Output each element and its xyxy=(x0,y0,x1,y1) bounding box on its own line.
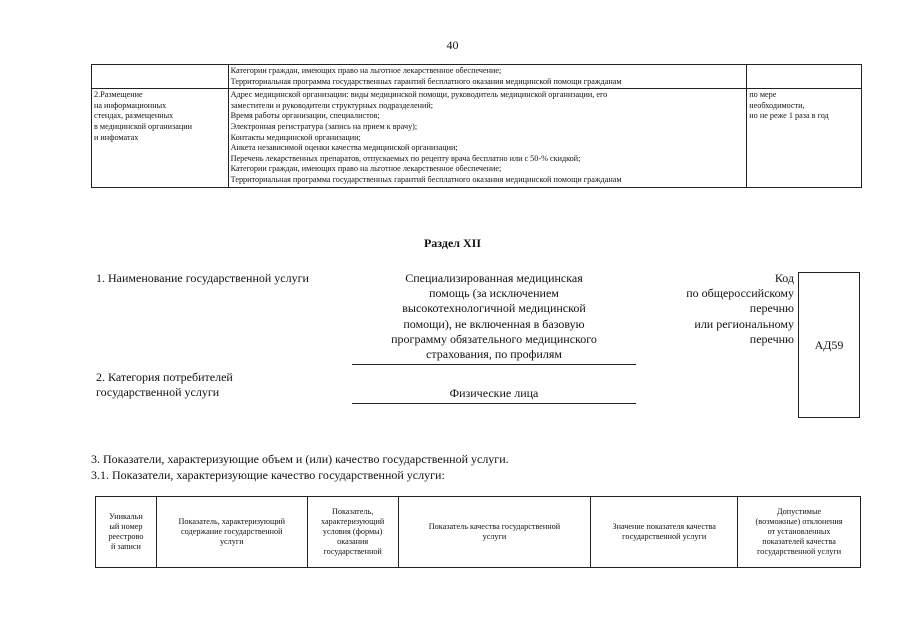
consumer-label-line: 2. Категория потребителей xyxy=(96,370,233,384)
consumer-category-label xyxy=(96,370,296,400)
header-line: Показатель, характеризующий xyxy=(178,517,286,526)
header-line: й записи xyxy=(110,542,141,551)
header-line: Показатель качества государственной xyxy=(428,522,561,531)
column-header-service-content xyxy=(156,497,307,568)
cell-line: Электронная регистратура (запись на прием к врачу); xyxy=(230,121,418,131)
header-line: государственной услуги xyxy=(622,532,707,541)
cell-line: Контакты медицинской организации; xyxy=(230,132,361,142)
column-header-service-conditions xyxy=(307,497,398,568)
header-line: характеризующий xyxy=(321,517,385,526)
code-label xyxy=(640,271,794,347)
table-cell xyxy=(228,65,747,89)
header-line: ый номер xyxy=(109,522,143,531)
code-box xyxy=(798,272,860,418)
code-label-line: или региональному xyxy=(694,316,794,331)
cell-line: Категории граждан, имеющих право на льготное лекарственное обеспечение; xyxy=(230,164,502,174)
header-line: от установленных xyxy=(767,527,831,536)
code-label-line: Код xyxy=(774,271,794,285)
cell-line: Территориальная программа государственных гарантий бесплатного оказания медицинской помощи гражданам xyxy=(230,174,622,184)
column-header-unique-number xyxy=(96,497,157,568)
cell-line: и инфоматах xyxy=(94,132,139,142)
header-line: Показатель, xyxy=(332,507,374,516)
table-row xyxy=(92,89,862,187)
service-name-value xyxy=(352,271,636,365)
cell-line: заместители и руководители структурных подразделений; xyxy=(230,100,434,110)
code-label-line: по общероссийскому xyxy=(686,286,794,301)
table-cell xyxy=(92,89,229,187)
cell-line: в медицинской организации xyxy=(94,121,192,131)
cell-line: стендах, размещенных xyxy=(94,111,174,121)
page-number: 40 xyxy=(446,38,459,52)
cell-line: на информационных xyxy=(94,100,167,110)
service-name-line: Специализированная медицинская xyxy=(405,271,583,285)
service-name-line: высокотехнологичной медицинской xyxy=(402,301,586,316)
cell-line: Время работы организации, специалистов; xyxy=(230,111,380,121)
service-name-line: программу обязательного медицинского xyxy=(391,331,597,346)
cell-line: Категории граждан, имеющих право на льготное лекарственное обеспечение; xyxy=(230,66,502,75)
header-line: государственной услуги xyxy=(757,547,842,556)
header-line: Значение показателя качества xyxy=(612,522,716,531)
table-row xyxy=(92,65,862,89)
cell-line: Анкета независимой оценки качества медицинской организации; xyxy=(230,143,458,153)
consumer-label-line: государственной услуги xyxy=(96,385,220,400)
service-name-line: помощи), не включенная в базовую xyxy=(403,316,585,331)
cell-line: Перечень лекарственных препаратов, отпускаемых по рецепту врача бесплатно или с 50-% скидкой; xyxy=(230,153,581,163)
indicators-heading: 3. Показатели, характеризующие объем и (или) качество государственной услуги. xyxy=(91,452,509,466)
consumer-category-value: Физические лица xyxy=(352,386,636,404)
header-line: (возможные) отклонения xyxy=(755,517,843,526)
cell-line: Адрес медицинской организации: виды медицинской помощи, руководитель медицинской организации, его xyxy=(230,90,608,100)
header-line: услуги xyxy=(482,532,507,541)
service-name-line: помощь (за исключением xyxy=(429,286,559,301)
table-cell xyxy=(747,65,862,89)
cell-line: 2.Размещение xyxy=(94,90,143,100)
table-cell xyxy=(92,65,229,89)
header-line: государственной xyxy=(323,547,382,556)
code-label-line: перечню xyxy=(749,331,794,346)
service-name-line: страхования, по профилям xyxy=(426,347,562,362)
header-line: условия (формы) xyxy=(322,527,383,536)
code-value: АД59 xyxy=(814,337,844,352)
header-line: Допустимые xyxy=(777,507,822,516)
code-label-line: перечню xyxy=(749,301,794,316)
section-title: Раздел XII xyxy=(423,236,482,250)
header-line: реестрово xyxy=(108,532,144,541)
header-line: Уникальн xyxy=(109,512,143,521)
cell-line: по мере xyxy=(749,90,777,100)
quality-indicators-table xyxy=(95,496,861,568)
header-line: оказания xyxy=(337,537,369,546)
info-placement-table xyxy=(91,64,862,188)
table-cell xyxy=(228,89,747,187)
header-line: услуги xyxy=(219,537,244,546)
indicators-subheading: 3.1. Показатели, характеризующие качество государственной услуги: xyxy=(91,468,445,482)
table-cell xyxy=(747,89,862,187)
table-header-row xyxy=(96,497,861,568)
cell-line: необходимости, xyxy=(749,100,805,110)
column-header-indicator-value xyxy=(591,497,738,568)
cell-line: Территориальная программа государственных гарантий бесплатного оказания медицинской помощи гражданам xyxy=(230,76,622,86)
service-name-label: 1. Наименование государственной услуги xyxy=(96,271,309,285)
column-header-allowed-deviations xyxy=(738,497,861,568)
column-header-quality-indicator xyxy=(398,497,591,568)
cell-line: но не реже 1 раза в год xyxy=(749,111,829,121)
header-line: показателей качества xyxy=(762,537,836,546)
header-line: содержание государственной xyxy=(181,527,283,536)
